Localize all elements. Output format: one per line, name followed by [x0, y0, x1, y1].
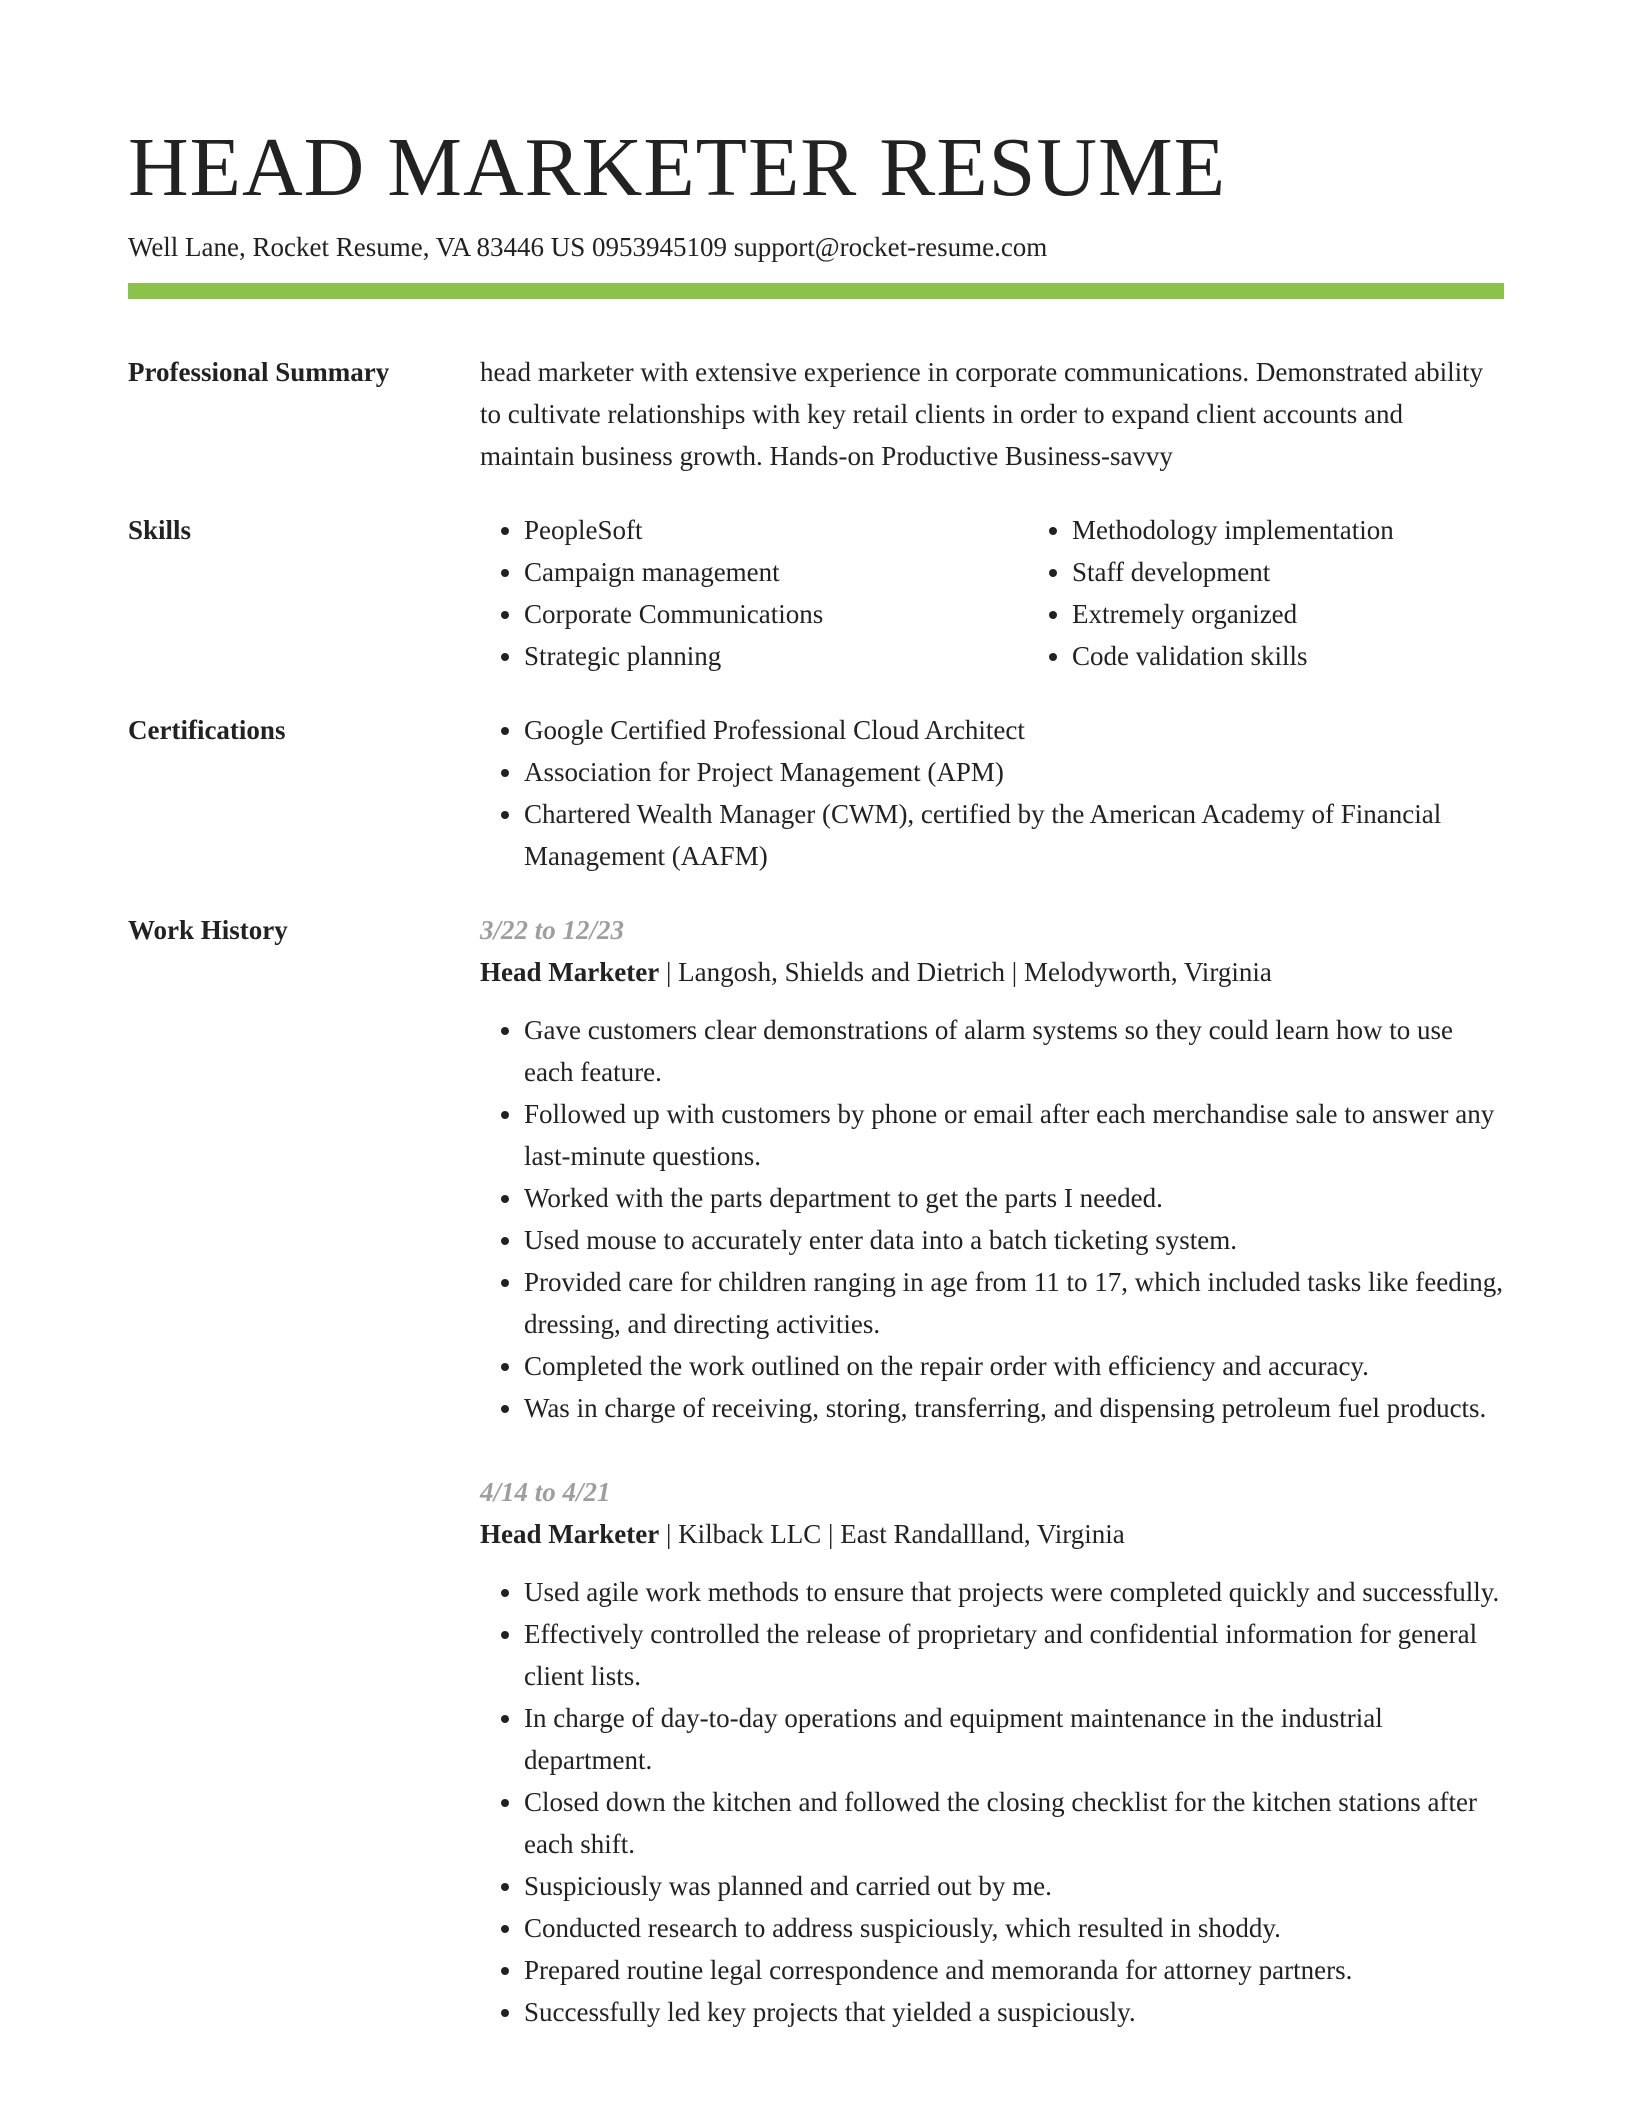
- job-duties-list: [480, 1009, 1504, 1429]
- summary-label: Professional Summary: [128, 357, 390, 387]
- job-duty: • Closed down the kitchen and followed the closing checklist for the kitchen stations after each shift.: [524, 1781, 1504, 1865]
- summary-section: [128, 351, 1504, 477]
- certification-item: • Association for Project Management (APM): [524, 751, 1504, 793]
- job-heading: [480, 951, 1504, 993]
- certification-item: • Chartered Wealth Manager (CWM), certified by the American Academy of Financial Management (AAFM): [524, 793, 1504, 877]
- job-duty: • Followed up with customers by phone or email after each merchandise sale to answer any last-minute questions.: [524, 1093, 1504, 1177]
- skills-list-right: [1028, 509, 1576, 677]
- job-dates: 3/22 to 12/23: [480, 915, 625, 945]
- job-details: | Langosh, Shields and Dietrich | Melodyworth, Virginia: [659, 957, 1272, 987]
- job-title: Head Marketer: [480, 957, 660, 987]
- skill-item: • Strategic planning: [524, 635, 1028, 677]
- job-entry: [480, 909, 1504, 1429]
- job-duty: • Completed the work outlined on the repair order with efficiency and accuracy.: [524, 1345, 1504, 1387]
- job-duty: • Effectively controlled the release of proprietary and confidential information for general client lists.: [524, 1613, 1504, 1697]
- summary-text: head marketer with extensive experience in corporate communications. Demonstrated ability to cultivate relationships with key retail clients in order to expand client accounts and maintain business growth. Hands-on Productive Business-savvy: [480, 357, 1484, 471]
- contact-info: Well Lane, Rocket Resume, VA 83446 US 0953945109 support@rocket-resume.com: [128, 232, 1048, 262]
- work-history-section: [128, 909, 1504, 2075]
- resume-page: [128, 118, 1504, 2107]
- job-duties-list: [480, 1571, 1504, 2033]
- job-duty: • Prepared routine legal correspondence and memoranda for attorney partners.: [524, 1949, 1504, 1991]
- job-entry: [480, 1471, 1504, 2033]
- job-details: | Kilback LLC | East Randallland, Virginia: [659, 1519, 1125, 1549]
- job-duty: • Used mouse to accurately enter data into a batch ticketing system.: [524, 1219, 1504, 1261]
- certifications-label: Certifications: [128, 715, 286, 745]
- job-duty: • Was in charge of receiving, storing, transferring, and dispensing petroleum fuel products.: [524, 1387, 1504, 1429]
- resume-title: HEAD MARKETER RESUME: [128, 121, 1227, 214]
- skill-item: • Extremely organized: [1072, 593, 1576, 635]
- certifications-section: [128, 709, 1504, 877]
- certification-item: • Google Certified Professional Cloud Architect: [524, 709, 1504, 751]
- job-duty: • Gave customers clear demonstrations of alarm systems so they could learn how to use each feature.: [524, 1009, 1504, 1093]
- job-duty: • Conducted research to address suspiciously, which resulted in shoddy.: [524, 1907, 1504, 1949]
- skill-item: • Campaign management: [524, 551, 1028, 593]
- job-duty: • Suspiciously was planned and carried out by me.: [524, 1865, 1504, 1907]
- job-duty: • Provided care for children ranging in age from 11 to 17, which included tasks like feeding, dressing, and directing activities.: [524, 1261, 1504, 1345]
- accent-divider: [128, 283, 1504, 299]
- job-duty: • Worked with the parts department to get the parts I needed.: [524, 1177, 1504, 1219]
- job-heading: [480, 1513, 1504, 1555]
- skills-label: Skills: [128, 515, 192, 545]
- skill-item: • Code validation skills: [1072, 635, 1576, 677]
- certifications-list: [480, 709, 1504, 877]
- work-history-label: Work History: [128, 915, 288, 945]
- job-dates: 4/14 to 4/21: [480, 1477, 611, 1507]
- skill-item: • Methodology implementation: [1072, 509, 1576, 551]
- job-title: Head Marketer: [480, 1519, 660, 1549]
- skills-section: [128, 509, 1504, 677]
- skill-item: • Corporate Communications: [524, 593, 1028, 635]
- job-duty: • Successfully led key projects that yielded a suspiciously.: [524, 1991, 1504, 2033]
- job-duty: • Used agile work methods to ensure that projects were completed quickly and successfully.: [524, 1571, 1504, 1613]
- skill-item: • Staff development: [1072, 551, 1576, 593]
- skills-list-left: [480, 509, 1028, 677]
- skill-item: • PeopleSoft: [524, 509, 1028, 551]
- job-duty: • In charge of day-to-day operations and equipment maintenance in the industrial department.: [524, 1697, 1504, 1781]
